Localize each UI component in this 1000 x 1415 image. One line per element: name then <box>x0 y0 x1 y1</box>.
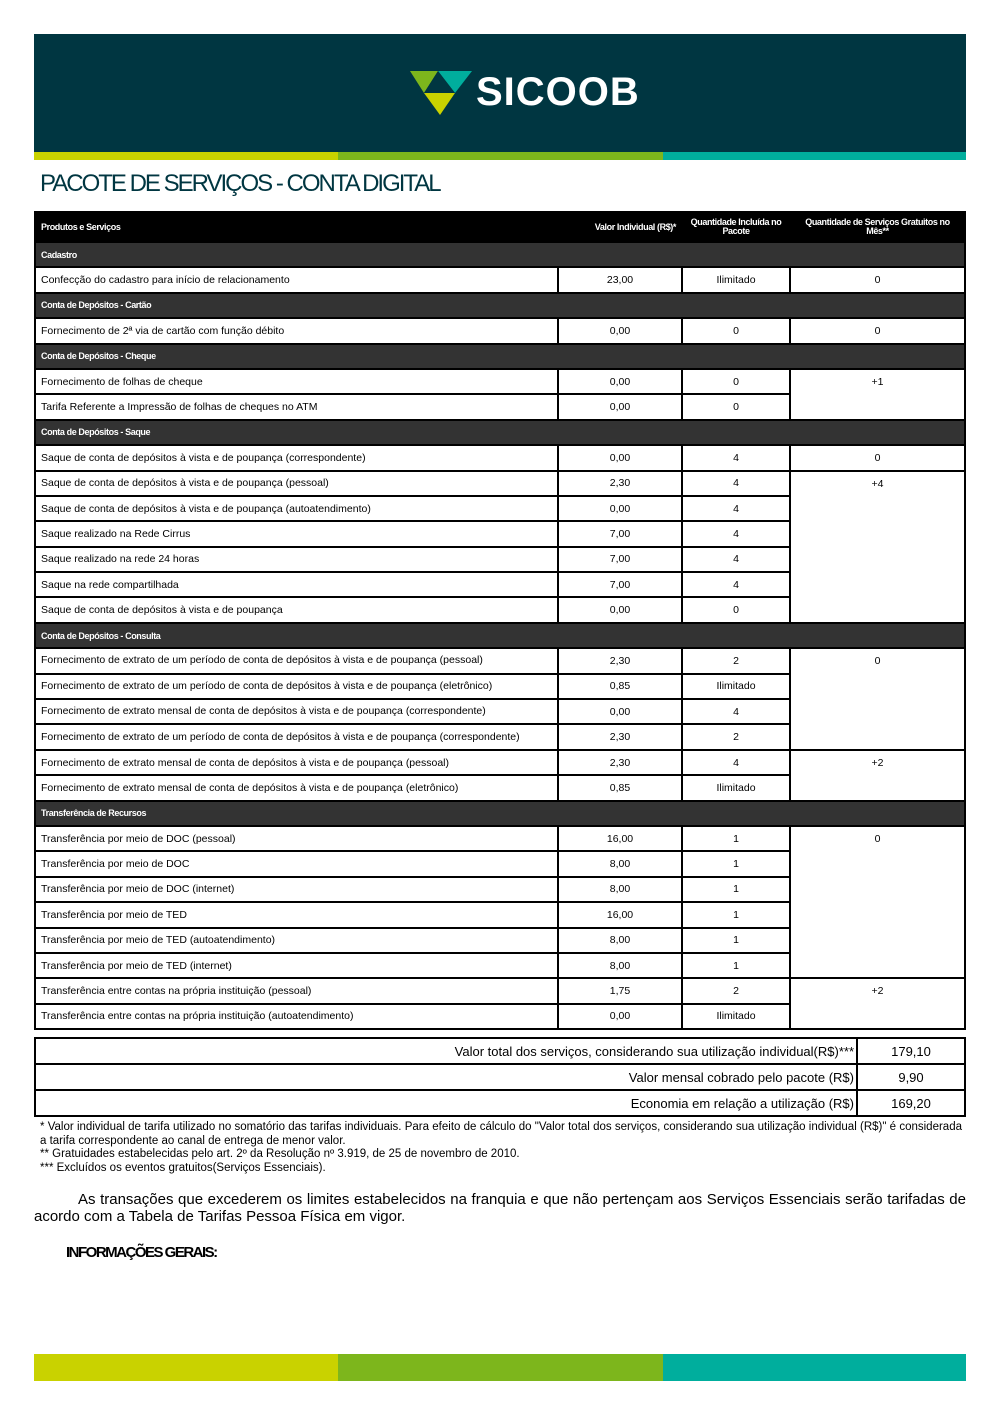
service-name: Saque de conta de depósitos à vista e de poupança (pessoal) <box>35 471 558 496</box>
column-header: Quantidade de Serviços Gratuitos no Mês** <box>790 212 965 242</box>
individual-value: 0,00 <box>558 597 682 622</box>
individual-value: 0,00 <box>558 318 682 343</box>
total-value: 179,10 <box>857 1038 965 1064</box>
service-name: Fornecimento de extrato de um período de conta de depósitos à vista e de poupança (eletrônico) <box>35 674 558 699</box>
individual-value: 1,75 <box>558 978 682 1003</box>
total-row <box>35 1064 965 1090</box>
free-quantity: 0 <box>790 445 965 470</box>
total-row <box>35 1090 965 1116</box>
included-quantity: 1 <box>682 877 790 902</box>
service-name: Saque na rede compartilhada <box>35 572 558 597</box>
individual-value: 0,85 <box>558 775 682 800</box>
individual-value: 2,30 <box>558 471 682 496</box>
section-row <box>35 242 965 267</box>
included-quantity: 1 <box>682 928 790 953</box>
service-name: Fornecimento de extrato de um período de conta de depósitos à vista e de poupança (pessoal) <box>35 648 558 673</box>
service-name: Saque de conta de depósitos à vista e de poupança (autoatendimento) <box>35 496 558 521</box>
service-name: Saque realizado na Rede Cirrus <box>35 521 558 546</box>
individual-value: 2,30 <box>558 648 682 673</box>
included-quantity: Ilimitado <box>682 775 790 800</box>
individual-value: 0,00 <box>558 496 682 521</box>
section-row <box>35 293 965 318</box>
total-value: 9,90 <box>857 1064 965 1090</box>
section-title: Conta de Depósitos - Cartão <box>35 293 965 318</box>
individual-value: 23,00 <box>558 267 682 292</box>
included-quantity: 0 <box>682 597 790 622</box>
service-name: Fornecimento de extrato mensal de conta de depósitos à vista e de poupança (eletrônico) <box>35 775 558 800</box>
included-quantity: 4 <box>682 471 790 496</box>
page-title: PACOTE DE SERVIÇOS - CONTA DIGITAL <box>40 170 440 197</box>
individual-value: 0,00 <box>558 1004 682 1029</box>
individual-value: 8,00 <box>558 928 682 953</box>
service-name: Transferência por meio de TED (internet) <box>35 953 558 978</box>
service-name: Transferência por meio de DOC (internet) <box>35 877 558 902</box>
header-banner <box>34 34 966 152</box>
included-quantity: 4 <box>682 521 790 546</box>
individual-value: 16,00 <box>558 826 682 851</box>
brand-name: SICOOB <box>476 70 640 114</box>
section-row <box>35 801 965 826</box>
table-row <box>35 318 965 343</box>
individual-value: 7,00 <box>558 572 682 597</box>
free-quantity: 0 <box>790 648 965 750</box>
service-name: Transferência entre contas na própria instituição (pessoal) <box>35 978 558 1003</box>
individual-value: 0,85 <box>558 674 682 699</box>
individual-value: 0,00 <box>558 394 682 419</box>
included-quantity: 2 <box>682 978 790 1003</box>
bottom-color-stripe <box>34 1354 966 1381</box>
section-title: Conta de Depósitos - Cheque <box>35 344 965 369</box>
included-quantity: 4 <box>682 496 790 521</box>
included-quantity: 0 <box>682 318 790 343</box>
services-table <box>34 211 966 1030</box>
service-name: Fornecimento de extrato de um período de conta de depósitos à vista e de poupança (correspondente) <box>35 724 558 749</box>
free-quantity: 0 <box>790 826 965 978</box>
table-row <box>35 826 965 851</box>
totals-table <box>34 1037 966 1117</box>
individual-value: 7,00 <box>558 521 682 546</box>
service-name: Saque de conta de depósitos à vista e de poupança <box>35 597 558 622</box>
service-name: Confecção do cadastro para início de relacionamento <box>35 267 558 292</box>
service-name: Transferência por meio de DOC (pessoal) <box>35 826 558 851</box>
included-quantity: 1 <box>682 902 790 927</box>
total-label: Valor total dos serviços, considerando sua utilização individual(R$)*** <box>35 1038 857 1064</box>
terms-paragraph: As transações que excederem os limites estabelecidos na franquia e que não pertençam aos Serviços Essenciais serão tarifadas de acordo com a Tabela de Tarifas Pessoa Física em vigor. <box>34 1191 966 1225</box>
sicoob-logo-icon <box>410 71 472 115</box>
column-header: Valor Individual (R$)* <box>558 212 682 242</box>
general-info-heading: INFORMAÇÕES GERAIS: <box>66 1244 217 1261</box>
service-name: Transferência por meio de DOC <box>35 851 558 876</box>
section-title: Conta de Depósitos - Saque <box>35 420 965 445</box>
total-label: Valor mensal cobrado pelo pacote (R$) <box>35 1064 857 1090</box>
included-quantity: 1 <box>682 953 790 978</box>
table-header <box>35 212 965 242</box>
service-name: Fornecimento de extrato mensal de conta de depósitos à vista e de poupança (pessoal) <box>35 750 558 775</box>
included-quantity: Ilimitado <box>682 1004 790 1029</box>
column-header: Produtos e Serviços <box>35 212 558 242</box>
table-row <box>35 750 965 775</box>
table-row <box>35 267 965 292</box>
service-name: Tarifa Referente a Impressão de folhas de cheques no ATM <box>35 394 558 419</box>
footnote: *** Excluídos os eventos gratuitos(Serviços Essenciais). <box>40 1161 326 1174</box>
service-name: Transferência por meio de TED (autoatendimento) <box>35 928 558 953</box>
free-quantity: 0 <box>790 318 965 343</box>
section-title: Cadastro <box>35 242 965 267</box>
included-quantity: 1 <box>682 851 790 876</box>
individual-value: 8,00 <box>558 877 682 902</box>
column-header: Quantidade Incluída no Pacote <box>682 212 790 242</box>
total-row <box>35 1038 965 1064</box>
individual-value: 2,30 <box>558 750 682 775</box>
section-row <box>35 623 965 648</box>
included-quantity: 1 <box>682 826 790 851</box>
free-quantity: +4 <box>790 471 965 623</box>
table-row <box>35 369 965 394</box>
section-row <box>35 344 965 369</box>
service-name: Fornecimento de folhas de cheque <box>35 369 558 394</box>
individual-value: 8,00 <box>558 851 682 876</box>
service-name: Transferência por meio de TED <box>35 902 558 927</box>
free-quantity: 0 <box>790 267 965 292</box>
section-title: Transferência de Recursos <box>35 801 965 826</box>
service-name: Transferência entre contas na própria instituição (autoatendimento) <box>35 1004 558 1029</box>
table-row <box>35 978 965 1003</box>
individual-value: 0,00 <box>558 699 682 724</box>
total-label: Economia em relação a utilização (R$) <box>35 1090 857 1116</box>
sicoob-logo <box>410 70 640 115</box>
included-quantity: 4 <box>682 750 790 775</box>
service-name: Saque de conta de depósitos à vista e de poupança (correspondente) <box>35 445 558 470</box>
service-name: Fornecimento de extrato mensal de conta de depósitos à vista e de poupança (correspondente) <box>35 699 558 724</box>
free-quantity: +2 <box>790 750 965 801</box>
included-quantity: 4 <box>682 572 790 597</box>
included-quantity: 2 <box>682 724 790 749</box>
total-value: 169,20 <box>857 1090 965 1116</box>
free-quantity: +1 <box>790 369 965 420</box>
individual-value: 0,00 <box>558 445 682 470</box>
free-quantity: +2 <box>790 978 965 1029</box>
footnote: * Valor individual de tarifa utilizado no somatório das tarifas individuais. Para efeito de cálculo do "Valor total dos serviços, considerando sua utilização individual (R$)" é considerada a tarifa correspondente ao canal de entrega de menor valor. <box>40 1121 962 1147</box>
service-name: Fornecimento de 2ª via de cartão com função débito <box>35 318 558 343</box>
service-name: Saque realizado na rede 24 horas <box>35 547 558 572</box>
included-quantity: Ilimitado <box>682 674 790 699</box>
table-row <box>35 471 965 496</box>
included-quantity: 4 <box>682 547 790 572</box>
included-quantity: 4 <box>682 445 790 470</box>
included-quantity: 0 <box>682 394 790 419</box>
table-row <box>35 648 965 673</box>
individual-value: 7,00 <box>558 547 682 572</box>
included-quantity: Ilimitado <box>682 267 790 292</box>
included-quantity: 0 <box>682 369 790 394</box>
footnotes <box>40 1121 962 1175</box>
section-title: Conta de Depósitos - Consulta <box>35 623 965 648</box>
included-quantity: 4 <box>682 699 790 724</box>
section-row <box>35 420 965 445</box>
individual-value: 16,00 <box>558 902 682 927</box>
top-color-stripe <box>34 152 966 160</box>
included-quantity: 2 <box>682 648 790 673</box>
footnote: ** Gratuidades estabelecidas pelo art. 2º da Resolução nº 3.919, de 25 de novembro de 2010. <box>40 1148 520 1160</box>
table-row <box>35 445 965 470</box>
individual-value: 8,00 <box>558 953 682 978</box>
individual-value: 2,30 <box>558 724 682 749</box>
individual-value: 0,00 <box>558 369 682 394</box>
